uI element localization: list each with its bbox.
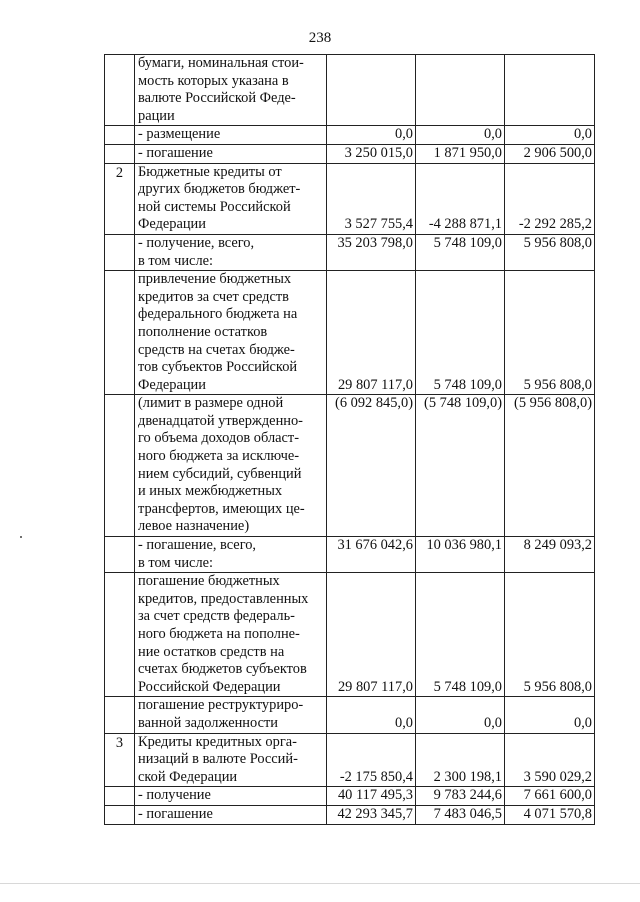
value-year-2: 9 783 244,6 [416, 787, 505, 806]
row-description: - погашение [135, 805, 327, 824]
row-description: бумаги, номинальная стои- мость которых указана в валюте Российской Феде- рации [135, 55, 327, 126]
row-description: погашение бюджетных кредитов, предоставленных за счет средств федераль- ного бюджета на пополне- ние остатков средств на счетах бюджетов субъектов Российской Федерации [135, 573, 327, 697]
value-year-2: 0,0 [416, 126, 505, 145]
value-year-3: 4 071 570,8 [505, 805, 595, 824]
value-year-3: 7 661 600,0 [505, 787, 595, 806]
value-year-2: (5 748 109,0) [416, 395, 505, 537]
value-year-3: (5 956 808,0) [505, 395, 595, 537]
row-index [105, 573, 135, 697]
value-year-2: -4 288 871,1 [416, 163, 505, 234]
row-index [105, 395, 135, 537]
value-year-2: 1 871 950,0 [416, 144, 505, 163]
table-row [105, 271, 595, 395]
value-year-3 [505, 55, 595, 126]
row-index: 2 [105, 163, 135, 234]
table-row [105, 395, 595, 537]
table-row [105, 697, 595, 733]
value-year-3: 5 956 808,0 [505, 271, 595, 395]
table-row [105, 733, 595, 787]
value-year-3: 0,0 [505, 126, 595, 145]
row-index [105, 787, 135, 806]
row-description: Бюджетные кредиты от других бюджетов бюджет- ной системы Российской Федерации [135, 163, 327, 234]
row-index: 3 [105, 733, 135, 787]
value-year-2: 7 483 046,5 [416, 805, 505, 824]
value-year-1: 29 807 117,0 [327, 573, 416, 697]
value-year-1: 35 203 798,0 [327, 234, 416, 270]
value-year-2: 10 036 980,1 [416, 537, 505, 573]
table-row [105, 573, 595, 697]
value-year-2: 5 748 109,0 [416, 271, 505, 395]
page-number: 238 [308, 30, 332, 46]
value-year-1: 3 527 755,4 [327, 163, 416, 234]
row-index [105, 271, 135, 395]
row-index [105, 126, 135, 145]
row-description: (лимит в размере одной двенадцатой утвержденно- го объема доходов област- ного бюджета за исключе- нием субсидий, субвенций и иных межбюджетных трансфертов, имеющих це- левое назначение) [135, 395, 327, 537]
value-year-1: 0,0 [327, 697, 416, 733]
table-row [105, 805, 595, 824]
value-year-3: 5 956 808,0 [505, 234, 595, 270]
row-description: - погашение, всего, в том числе: [135, 537, 327, 573]
value-year-1: 29 807 117,0 [327, 271, 416, 395]
table-row [105, 234, 595, 270]
row-index [105, 144, 135, 163]
row-index [105, 234, 135, 270]
value-year-2: 0,0 [416, 697, 505, 733]
value-year-1: 0,0 [327, 126, 416, 145]
row-index [105, 805, 135, 824]
budget-sources-table [104, 54, 595, 825]
value-year-2: 5 748 109,0 [416, 234, 505, 270]
row-description: погашение реструктуриро- ванной задолженности [135, 697, 327, 733]
value-year-3: 8 249 093,2 [505, 537, 595, 573]
table-body [105, 55, 595, 825]
value-year-3: 5 956 808,0 [505, 573, 595, 697]
value-year-2: 5 748 109,0 [416, 573, 505, 697]
table-row [105, 787, 595, 806]
table-row [105, 55, 595, 126]
value-year-3: -2 292 285,2 [505, 163, 595, 234]
value-year-2 [416, 55, 505, 126]
value-year-1: 3 250 015,0 [327, 144, 416, 163]
value-year-1: 31 676 042,6 [327, 537, 416, 573]
row-description: - получение [135, 787, 327, 806]
table-row [105, 144, 595, 163]
row-description: привлечение бюджетных кредитов за счет средств федерального бюджета на пополнение остатков средств на счетах бюдже- тов субъектов Российской Федерации [135, 271, 327, 395]
table-row [105, 163, 595, 234]
row-index [105, 55, 135, 126]
value-year-1: -2 175 850,4 [327, 733, 416, 787]
row-description: - погашение [135, 144, 327, 163]
table-row [105, 537, 595, 573]
row-description: - получение, всего, в том числе: [135, 234, 327, 270]
scan-speck [20, 536, 22, 538]
row-index [105, 697, 135, 733]
value-year-1 [327, 55, 416, 126]
row-description: - размещение [135, 126, 327, 145]
value-year-1: 42 293 345,7 [327, 805, 416, 824]
value-year-1: (6 092 845,0) [327, 395, 416, 537]
value-year-3: 3 590 029,2 [505, 733, 595, 787]
value-year-3: 0,0 [505, 697, 595, 733]
value-year-1: 40 117 495,3 [327, 787, 416, 806]
value-year-2: 2 300 198,1 [416, 733, 505, 787]
value-year-3: 2 906 500,0 [505, 144, 595, 163]
page-bottom-edge [0, 883, 640, 884]
row-description: Кредиты кредитных орга- низаций в валюте Россий- ской Федерации [135, 733, 327, 787]
row-index [105, 537, 135, 573]
table-row [105, 126, 595, 145]
